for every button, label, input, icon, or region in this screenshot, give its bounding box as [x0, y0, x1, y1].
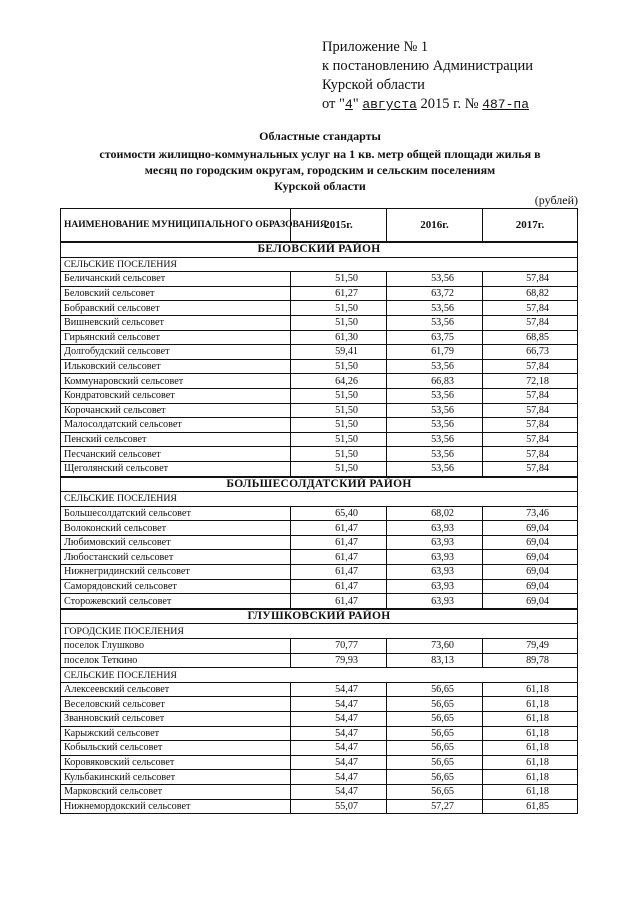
municipality-name: Беличанский сельсовет	[61, 272, 291, 287]
value-2016: 56,65	[387, 682, 483, 697]
municipality-name: Званновский сельсовет	[61, 712, 291, 727]
value-2016: 56,65	[387, 770, 483, 785]
value-2015: 55,07	[291, 799, 387, 814]
municipality-name: Ильковский сельсовет	[61, 359, 291, 374]
table-row	[61, 726, 578, 741]
value-2016: 53,56	[387, 447, 483, 462]
value-2017: 57,84	[483, 447, 578, 462]
value-2016: 63,93	[387, 550, 483, 565]
value-2016: 53,56	[387, 432, 483, 447]
municipality-name: Беловский сельсовет	[61, 286, 291, 301]
date-mid: "	[352, 96, 363, 112]
value-2016: 53,56	[387, 388, 483, 403]
header-2017: 2017г.	[483, 209, 578, 243]
value-2016: 53,56	[387, 315, 483, 330]
doc-title-line-1: Областные стандарты	[259, 129, 381, 143]
municipality-name: Веселовский сельсовет	[61, 697, 291, 712]
value-2015: 51,50	[291, 447, 387, 462]
value-2015: 61,47	[291, 579, 387, 594]
value-2017: 61,18	[483, 682, 578, 697]
standards-table	[60, 208, 578, 814]
appendix-date-line	[322, 95, 622, 114]
table-row	[61, 594, 578, 609]
district-name: БОЛЬШЕСОЛДАТСКИЙ РАЙОН	[61, 477, 578, 492]
municipality-name: Большесолдатский сельсовет	[61, 506, 291, 521]
municipality-name: Вишневский сельсовет	[61, 315, 291, 330]
value-2016: 63,93	[387, 521, 483, 536]
table-row	[61, 639, 578, 654]
appendix-header	[322, 38, 622, 114]
value-2016: 66,83	[387, 374, 483, 389]
doc-title-line-4: Курской области	[274, 179, 366, 193]
district-name: ГЛУШКОВСКИЙ РАЙОН	[61, 609, 578, 624]
value-2017: 61,18	[483, 770, 578, 785]
date-day: 4	[344, 97, 353, 112]
appendix-region: Курской области	[322, 77, 425, 93]
table-row	[61, 330, 578, 345]
value-2015: 61,30	[291, 330, 387, 345]
section-name: ГОРОДСКИЕ ПОСЕЛЕНИЯ	[61, 624, 578, 639]
value-2016: 53,56	[387, 301, 483, 316]
section-name: СЕЛЬСКИЕ ПОСЕЛЕНИЯ	[61, 668, 578, 683]
value-2016: 56,65	[387, 755, 483, 770]
municipality-name: Саморядовский сельсовет	[61, 579, 291, 594]
table-row	[61, 286, 578, 301]
municipality-name: Любимовский сельсовет	[61, 535, 291, 550]
value-2016: 53,56	[387, 272, 483, 287]
value-2017: 69,04	[483, 594, 578, 609]
municipality-name: Нижнегридинский сельсовет	[61, 565, 291, 580]
value-2017: 69,04	[483, 579, 578, 594]
value-2016: 53,56	[387, 403, 483, 418]
value-2015: 54,47	[291, 682, 387, 697]
value-2017: 61,18	[483, 741, 578, 756]
table-body	[61, 242, 578, 814]
value-2017: 89,78	[483, 653, 578, 668]
value-2015: 51,50	[291, 403, 387, 418]
municipality-name: Пенский сельсовет	[61, 432, 291, 447]
municipality-name: Карыжский сельсовет	[61, 726, 291, 741]
municipality-name: Коммунаровский сельсовет	[61, 374, 291, 389]
table-row	[61, 447, 578, 462]
value-2015: 61,47	[291, 550, 387, 565]
table-row	[61, 565, 578, 580]
district-name: БЕЛОВСКИЙ РАЙОН	[61, 242, 578, 257]
section-row	[61, 492, 578, 507]
value-2015: 54,47	[291, 770, 387, 785]
value-2017: 57,84	[483, 403, 578, 418]
value-2015: 51,50	[291, 359, 387, 374]
table-row	[61, 315, 578, 330]
district-row	[61, 242, 578, 257]
municipality-name: поселок Глушково	[61, 639, 291, 654]
value-2016: 63,93	[387, 535, 483, 550]
value-2017: 68,82	[483, 286, 578, 301]
municipality-name: Волоконский сельсовет	[61, 521, 291, 536]
value-2016: 63,75	[387, 330, 483, 345]
value-2015: 51,50	[291, 315, 387, 330]
table-row	[61, 388, 578, 403]
table-row	[61, 272, 578, 287]
value-2016: 63,93	[387, 579, 483, 594]
municipality-name: Долгобудский сельсовет	[61, 345, 291, 360]
units-label: (рублей)	[534, 193, 578, 207]
value-2015: 70,77	[291, 639, 387, 654]
table-row	[61, 301, 578, 316]
table-row	[61, 741, 578, 756]
municipality-name: Сторожевский сельсовет	[61, 594, 291, 609]
value-2015: 65,40	[291, 506, 387, 521]
municipality-name: Бобравский сельсовет	[61, 301, 291, 316]
section-row	[61, 257, 578, 272]
municipality-name: Алексеевский сельсовет	[61, 682, 291, 697]
value-2016: 57,27	[387, 799, 483, 814]
value-2015: 79,93	[291, 653, 387, 668]
table-row	[61, 374, 578, 389]
table-row	[61, 535, 578, 550]
value-2016: 61,79	[387, 345, 483, 360]
value-2016: 56,65	[387, 784, 483, 799]
value-2016: 53,56	[387, 359, 483, 374]
municipality-name: Гирьянский сельсовет	[61, 330, 291, 345]
table-header-row	[61, 209, 578, 243]
value-2017: 61,18	[483, 712, 578, 727]
value-2015: 61,47	[291, 565, 387, 580]
municipality-name: Малосолдатский сельсовет	[61, 418, 291, 433]
value-2017: 72,18	[483, 374, 578, 389]
value-2016: 63,93	[387, 565, 483, 580]
value-2017: 66,73	[483, 345, 578, 360]
value-2015: 61,27	[291, 286, 387, 301]
value-2015: 51,50	[291, 272, 387, 287]
table-row	[61, 697, 578, 712]
municipality-name: Корочанский сельсовет	[61, 403, 291, 418]
table-row	[61, 403, 578, 418]
section-row	[61, 668, 578, 683]
value-2016: 83,13	[387, 653, 483, 668]
table-row	[61, 755, 578, 770]
value-2017: 68,85	[483, 330, 578, 345]
value-2016: 56,65	[387, 741, 483, 756]
municipality-name: Щеголянский сельсовет	[61, 461, 291, 476]
value-2015: 54,47	[291, 697, 387, 712]
date-prefix: от "	[322, 96, 345, 112]
table-row	[61, 506, 578, 521]
value-2017: 69,04	[483, 521, 578, 536]
section-row	[61, 624, 578, 639]
value-2017: 69,04	[483, 565, 578, 580]
value-2017: 57,84	[483, 418, 578, 433]
value-2015: 54,47	[291, 741, 387, 756]
value-2015: 51,50	[291, 461, 387, 476]
value-2015: 51,50	[291, 301, 387, 316]
value-2015: 64,26	[291, 374, 387, 389]
value-2017: 57,84	[483, 359, 578, 374]
table-row	[61, 799, 578, 814]
value-2015: 61,47	[291, 535, 387, 550]
table-row	[61, 432, 578, 447]
value-2015: 51,50	[291, 432, 387, 447]
value-2015: 51,50	[291, 418, 387, 433]
value-2015: 51,50	[291, 388, 387, 403]
value-2017: 57,84	[483, 301, 578, 316]
table-row	[61, 770, 578, 785]
value-2015: 54,47	[291, 784, 387, 799]
value-2016: 63,93	[387, 594, 483, 609]
table-row	[61, 550, 578, 565]
value-2017: 61,18	[483, 726, 578, 741]
value-2016: 53,56	[387, 461, 483, 476]
table-row	[61, 359, 578, 374]
table-row	[61, 345, 578, 360]
value-2017: 57,84	[483, 432, 578, 447]
value-2017: 69,04	[483, 550, 578, 565]
municipality-name: Кульбакинский сельсовет	[61, 770, 291, 785]
header-2016: 2016г.	[387, 209, 483, 243]
value-2016: 63,72	[387, 286, 483, 301]
municipality-name: Марковский сельсовет	[61, 784, 291, 799]
appendix-title: Приложение № 1	[322, 39, 429, 55]
value-2017: 61,18	[483, 697, 578, 712]
value-2017: 57,84	[483, 272, 578, 287]
value-2017: 57,84	[483, 461, 578, 476]
district-row	[61, 477, 578, 492]
doc-title-line-3: месяц по городским округам, городским и сельским поселениям	[144, 163, 496, 177]
value-2016: 53,56	[387, 418, 483, 433]
municipality-name: Кобыльский сельсовет	[61, 741, 291, 756]
value-2015: 54,47	[291, 726, 387, 741]
municipality-name: Кондратовский сельсовет	[61, 388, 291, 403]
value-2017: 57,84	[483, 388, 578, 403]
value-2017: 69,04	[483, 535, 578, 550]
table-row	[61, 784, 578, 799]
value-2017: 57,84	[483, 315, 578, 330]
table-row	[61, 521, 578, 536]
value-2016: 56,65	[387, 712, 483, 727]
municipality-name: поселок Теткино	[61, 653, 291, 668]
header-2015: 2015г.	[291, 209, 387, 243]
table-row	[61, 653, 578, 668]
date-year: 2015 г. №	[420, 96, 483, 112]
value-2015: 61,47	[291, 521, 387, 536]
value-2016: 56,65	[387, 697, 483, 712]
value-2017: 61,18	[483, 784, 578, 799]
appendix-resolution: к постановлению Администрации	[322, 58, 533, 74]
table-row	[61, 712, 578, 727]
section-name: СЕЛЬСКИЕ ПОСЕЛЕНИЯ	[61, 492, 578, 507]
table-row	[61, 579, 578, 594]
value-2015: 54,47	[291, 712, 387, 727]
date-month: августа	[362, 97, 417, 112]
doc-title-line-2: стоимости жилищно-коммунальных услуг на 1 кв. метр общей площади жилья в	[99, 147, 541, 161]
date-number: 487-па	[482, 97, 530, 112]
municipality-name: Любостанский сельсовет	[61, 550, 291, 565]
value-2016: 56,65	[387, 726, 483, 741]
table-row	[61, 682, 578, 697]
value-2015: 54,47	[291, 755, 387, 770]
value-2015: 61,47	[291, 594, 387, 609]
value-2016: 68,02	[387, 506, 483, 521]
value-2015: 59,41	[291, 345, 387, 360]
municipality-name: Нижнемордокский сельсовет	[61, 799, 291, 814]
value-2017: 61,85	[483, 799, 578, 814]
value-2017: 79,49	[483, 639, 578, 654]
table-row	[61, 461, 578, 476]
municipality-name: Коровяковский сельсовет	[61, 755, 291, 770]
value-2017: 61,18	[483, 755, 578, 770]
value-2017: 73,46	[483, 506, 578, 521]
header-municipality: НАИМЕНОВАНИЕ МУНИЦИПАЛЬНОГО ОБРАЗОВАНИЯ	[61, 209, 291, 243]
district-row	[61, 609, 578, 624]
table-row	[61, 418, 578, 433]
value-2016: 73,60	[387, 639, 483, 654]
municipality-name: Песчанский сельсовет	[61, 447, 291, 462]
section-name: СЕЛЬСКИЕ ПОСЕЛЕНИЯ	[61, 257, 578, 272]
